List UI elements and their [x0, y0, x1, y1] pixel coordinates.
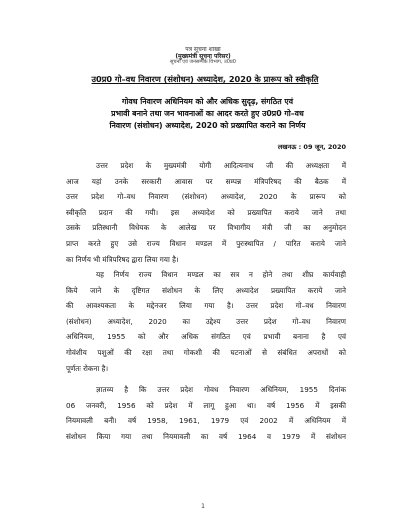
- paragraph-line: संशोधन किया गया तथा नियमावली का वर्ष 1964 व 1979 में संशोधन: [66, 431, 346, 441]
- paragraph-line: ज्ञातव्य है कि उत्तर प्रदेश गोवध निवारण अधिनियम, 1955 दिनांक: [96, 385, 346, 394]
- paragraph-line: उत्तर प्रदेश गो–वध निवारण (संशोधन) अध्यादेश, 2020 के प्रारूप को: [66, 192, 346, 202]
- paragraph-line: अधिनियम, 1955 को और अधिक संगठित एवं प्रभावी बनाना है एवं: [66, 332, 346, 342]
- press-release-title: उ0प्र0 गो–वध निवारण (संशोधन) अध्यादेश, 2020 के प्रारूप को स्वीकृति: [91, 74, 319, 84]
- page-number: 1: [201, 503, 205, 510]
- paragraph-line: प्राप्त करते हुए उसे राज्य विधान मण्डल में पुरःस्थापित / पारित कराये जाने: [66, 238, 346, 248]
- dateline: लखनऊ : 09 जून, 2020: [277, 143, 346, 151]
- paragraph-3: [66, 382, 346, 444]
- paragraph-line: की आवश्यकता के मद्देनजर लिया गया है। उत्तर प्रदेश गो–वध निवारण: [66, 301, 346, 311]
- paragraph-line: पूर्णतः रोकना है।: [66, 363, 109, 373]
- office-subname: (मुख्यमंत्री सूचना परिसर): [175, 53, 231, 60]
- paragraph-line: का निर्णय भी मंत्रिपरिषद द्वारा लिया गया है।: [66, 254, 179, 264]
- paragraph-line: किये जाने के दृष्टिगत संशोधन के लिए अध्यादेश प्रख्यापित कराये जाने: [66, 285, 346, 295]
- subtitle-line: गोवध निवारण अधिनियम को और अधिक सुदृढ़, संगठित एवं: [121, 97, 294, 106]
- paragraph-line: (संशोधन) अध्यादेश, 2020 का उद्देश्य उत्तर प्रदेश गो–वध निवारण: [66, 316, 346, 326]
- paragraph-2: [66, 267, 346, 376]
- paragraph-line: उसके प्रतिस्थानी विधेयक के आलेख पर विभागीय मंत्री जी का अनुमोदन: [66, 223, 346, 233]
- paragraph-line: उत्तर प्रदेश के मुख्यमंत्री योगी आदित्यनाथ जी की अध्यक्षता में: [96, 161, 346, 170]
- paragraph-line: आज यहां उनके सरकारी आवास पर सम्पन्न मंत्रिपरिषद की बैठक में: [66, 176, 346, 186]
- paragraph-line: नियमावली बनी। वर्ष 1958, 1961, 1979 एवं 2002 में अधिनियम में: [66, 416, 346, 426]
- paragraph-line: यह निर्णय राज्य विधान मण्डल का सत्र न होने तथा शीघ्र कार्यवाही: [96, 270, 346, 279]
- department-name: सूचना एवं जनसम्पर्क विभाग, उ0प्र0: [170, 59, 236, 65]
- paragraph-line: 06 जनवरी, 1956 को प्रदेश में लागू हुआ था। वर्ष 1956 में इसकी: [66, 400, 346, 410]
- subtitle-line: प्रभावी बनाने तथा जन भावनाओं का आदर करते हुए उ0प्र0 गो–वध: [111, 109, 304, 118]
- paragraph-1: [66, 158, 346, 267]
- office-name: पत्र सूचना शाखा: [185, 46, 221, 53]
- subtitle-line: निवारण (संशोधन) अध्यादेश, 2020 को प्रख्यापित कराने का निर्णय: [109, 121, 306, 130]
- paragraph-line: गोवंशीय पशुओं की रक्षा तथा गोकशी की घटनाओं से संबंधित अपराधों को: [66, 347, 346, 357]
- press-release-subtitle: [85, 96, 330, 132]
- paragraph-line: स्वीकृति प्रदान की गयी। इस अध्यादेश को प्रख्यापित कराये जाने तथा: [66, 207, 346, 217]
